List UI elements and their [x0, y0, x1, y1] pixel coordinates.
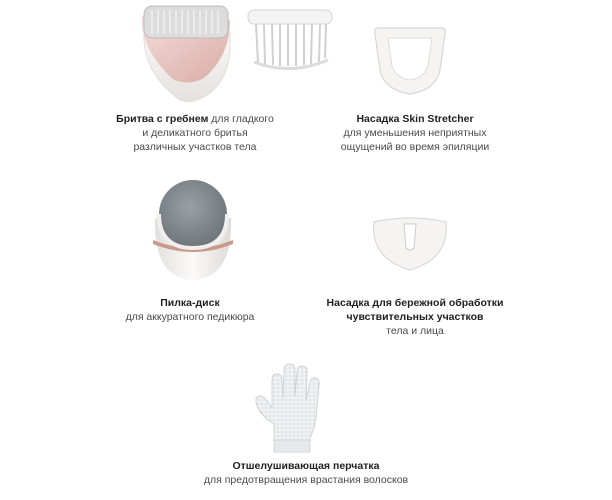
shaver-line-3: различных участков тела: [133, 141, 257, 153]
shaver-head-with-comb-icon: [130, 2, 340, 102]
skin-stretcher-attachment-icon: [370, 18, 450, 98]
gentle-cap-attachment-icon: [370, 214, 450, 274]
shaver-item: [130, 2, 340, 102]
gentle-cap-title-2: чувствительных участков: [346, 311, 484, 323]
shaver-caption: [95, 112, 295, 154]
glove-title: Отшелушивающая перчатка: [232, 460, 380, 472]
gentle-cap-caption: [310, 296, 520, 338]
foot-file-line-1: для аккуратного педикюра: [125, 311, 255, 323]
foot-file-title: Пилка-диск: [160, 297, 220, 309]
exfoliation-glove-icon: [252, 358, 336, 454]
skin-stretcher-item: [370, 18, 450, 98]
skin-stretcher-title: Насадка Skin Stretcher: [356, 113, 474, 125]
glove-item: [252, 358, 336, 454]
shaver-title: Бритва с гребнем: [116, 113, 209, 125]
skin-stretcher-line-2: ощущений во время эпиляции: [340, 141, 490, 153]
skin-stretcher-caption: [315, 112, 515, 154]
gentle-cap-title: Насадка для бережной обработки: [326, 297, 504, 309]
foot-file-caption: [95, 296, 285, 324]
shaver-line-2: и деликатного бритья: [142, 127, 248, 139]
foot-file-item: [145, 178, 241, 282]
foot-file-disc-icon: [145, 178, 241, 282]
glove-line-1: для предотвращения врастания волосков: [203, 474, 409, 486]
shaver-line-1: для гладкого: [211, 113, 274, 125]
gentle-cap-line-1: тела и лица: [386, 325, 444, 337]
gentle-cap-item: [370, 214, 450, 274]
glove-caption: [160, 459, 452, 487]
skin-stretcher-line-1: для уменьшения неприятных: [343, 127, 487, 139]
